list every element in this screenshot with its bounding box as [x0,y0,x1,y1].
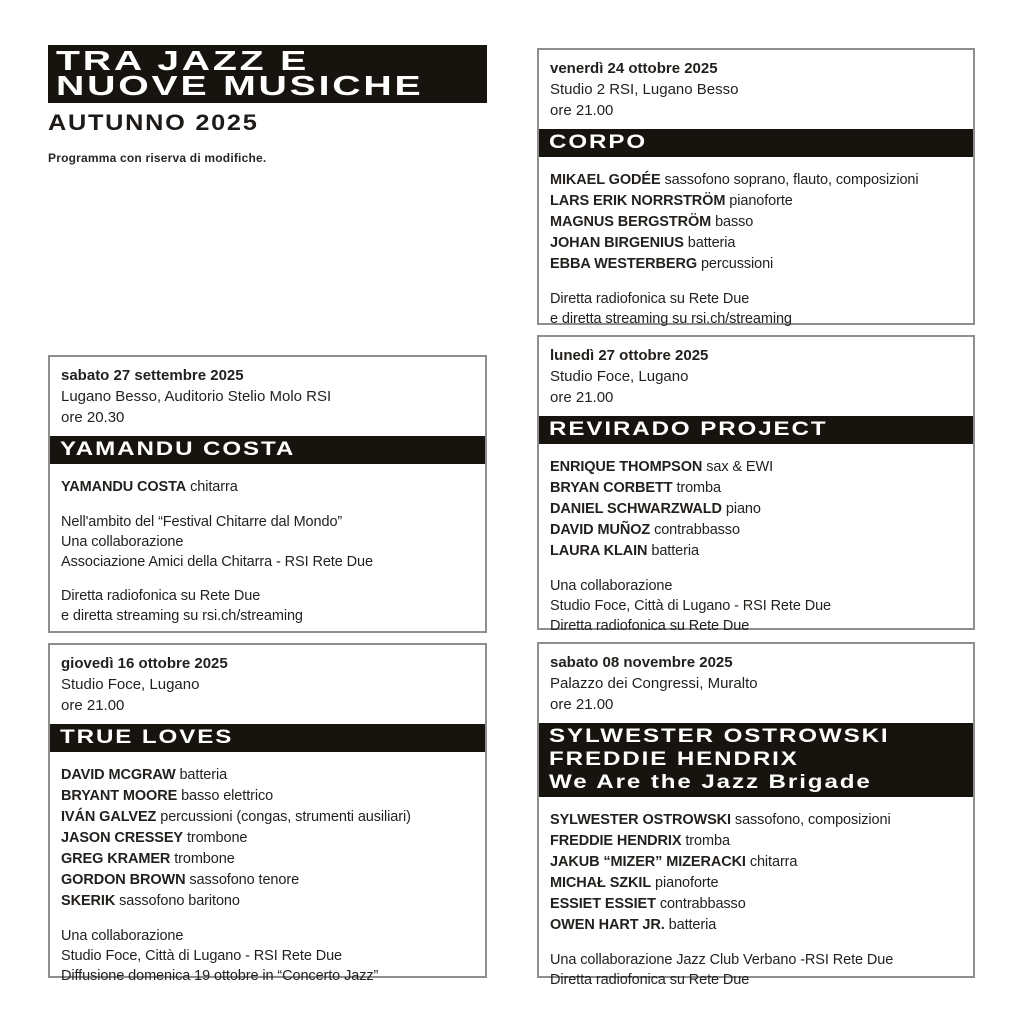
event-notes [61,512,474,626]
personnel-line [550,520,962,541]
note-line: Una collaborazione [550,578,673,594]
musician-name: JAKUB “MIZER” MIZERACKI [550,854,746,870]
note-line: Diretta radiofonica su Rete Due [550,972,750,988]
personnel-line [61,849,474,870]
event-header [50,357,485,428]
band-title-line-2: FREDDIE HENDRIX [549,749,799,770]
personnel-line [550,254,962,275]
musician-name: DAVID MCGRAW [61,767,176,783]
personnel-line [550,852,962,873]
personnel-line [61,807,474,828]
musician-name: BRYAN CORBETT [550,480,673,496]
band-title-banner [539,416,973,444]
musician-role: batteria [651,543,699,559]
event-time: ore 21.00 [550,102,614,119]
personnel-line [550,170,962,191]
event-venue: Lugano Besso, Auditorio Stelio Molo RSI [61,388,332,405]
personnel-line [550,233,962,254]
musician-role: pianoforte [655,875,719,891]
musician-name: BRYANT MOORE [61,788,178,804]
band-title-line-1: SYLWESTER OSTROWSKI [549,726,890,747]
musician-role: contrabbasso [659,896,746,912]
personnel-line [550,478,962,499]
note-line: Una collaborazione [61,928,184,944]
event-header [539,50,973,121]
personnel-line [550,457,962,478]
event-body [539,797,973,990]
musician-role: chitarra [190,479,238,495]
musician-name: LARS ERIK NORRSTRÖM [550,193,726,209]
personnel-line [550,191,962,212]
musician-name: JASON CRESSEY [61,830,183,846]
disclaimer-text: Programma con riserva di modifiche. [48,151,267,165]
musician-name: SKERIK [61,893,116,909]
musician-name: GREG KRAMER [61,851,171,867]
personnel-list [61,765,474,912]
personnel-line [550,915,962,936]
musician-name: FREDDIE HENDRIX [550,833,682,849]
note-line: Diretta radiofonica su Rete Due [550,618,750,634]
event-date: venerdì 24 ottobre 2025 [550,60,718,77]
personnel-line [61,786,474,807]
musician-name: SYLWESTER OSTROWSKI [550,812,731,828]
personnel-line [61,765,474,786]
poster-title-line-2: NUOVE MUSICHE [56,70,424,101]
musician-name: JOHAN BIRGENIUS [550,235,684,251]
event-notes [61,926,474,986]
musician-role: trombone [186,830,248,846]
personnel-list [550,457,962,562]
event-body [50,752,485,986]
band-title: YAMANDU COSTA [60,439,296,460]
musician-role: trombone [174,851,235,867]
poster-title-line-1: TRA JAZZ E [56,45,310,76]
musician-role: basso elettrico [181,788,274,804]
event-notes [550,289,962,329]
musician-name: EBBA WESTERBERG [550,256,697,272]
event-venue: Studio Foce, Lugano [61,676,200,693]
note-line: Studio Foce, Città di Lugano - RSI Rete Due [61,948,343,964]
musician-role: basso [715,214,754,230]
event-card-yamandu-costa [48,355,487,633]
event-header [50,645,485,716]
personnel-line [61,477,474,498]
musician-name: ESSIET ESSIET [550,896,656,912]
personnel-line [550,810,962,831]
musician-name: LAURA KLAIN [550,543,648,559]
note-line: Studio Foce, Città di Lugano - RSI Rete Due [550,598,832,614]
note-line: Associazione Amici della Chitarra - RSI Rete Due [61,554,373,570]
musician-name: YAMANDU COSTA [61,479,187,495]
musician-role: chitarra [749,854,798,870]
musician-role: sassofono baritono [119,893,240,909]
event-time: ore 20.30 [61,409,125,426]
musician-name: MAGNUS BERGSTRÖM [550,214,712,230]
personnel-line [61,828,474,849]
personnel-line [550,873,962,894]
personnel-line [550,541,962,562]
event-card-jazz-brigade [537,642,975,988]
season-subtitle: AUTUNNO 2025 [48,110,259,135]
event-card-revirado-project [537,335,975,634]
event-body [539,444,973,636]
musician-role: batteria [687,235,736,251]
musician-name: IVÁN GALVEZ [61,809,157,825]
event-venue: Studio 2 RSI, Lugano Besso [550,81,739,98]
personnel-line [61,891,474,912]
event-time: ore 21.00 [550,389,614,406]
musician-role: tromba [676,480,721,496]
musician-role: tromba [685,833,730,849]
event-body [539,157,973,329]
musician-role: percussioni (congas, strumenti ausiliari) [160,809,411,825]
musician-name: ENRIQUE THOMPSON [550,459,703,475]
event-venue: Palazzo dei Congressi, Muralto [550,675,758,692]
event-notes [550,950,962,990]
personnel-line [550,499,962,520]
note-line: Diretta radiofonica su Rete Due [61,588,261,604]
personnel-line [550,894,962,915]
event-date: lunedì 27 ottobre 2025 [550,347,709,364]
musician-name: MIKAEL GODÉE [550,172,661,188]
masthead [48,45,487,165]
band-title-banner [50,436,485,464]
personnel-line [61,870,474,891]
event-time: ore 21.00 [550,696,614,713]
note-line: Diretta radiofonica su Rete Due [550,291,750,307]
musician-name: OWEN HART JR. [550,917,665,933]
personnel-line [550,212,962,233]
band-title-banner [539,129,973,157]
musician-role: sassofono soprano, flauto, composizioni [664,172,919,188]
note-line: e diretta streaming su rsi.ch/streaming [550,311,792,327]
musician-role: sax & EWI [706,459,773,475]
event-body [50,464,485,626]
musician-role: piano [725,501,761,517]
event-time: ore 21.00 [61,697,125,714]
note-line: Diffusione domenica 19 ottobre in “Concerto Jazz” [61,968,379,984]
musician-name: DANIEL SCHWARZWALD [550,501,722,517]
note-line: Una collaborazione Jazz Club Verbano -RSI Rete Due [550,952,894,968]
musician-role: sassofono tenore [189,872,300,888]
band-title: CORPO [549,132,648,153]
note-line: Una collaborazione [61,534,184,550]
band-title-line-3: We Are the Jazz Brigade [549,772,872,793]
musician-role: pianoforte [729,193,793,209]
event-date: sabato 27 settembre 2025 [61,367,244,384]
personnel-line [550,831,962,852]
event-header [539,644,973,715]
musician-role: sassofono, composizioni [734,812,891,828]
event-notes [550,576,962,636]
event-date: sabato 08 novembre 2025 [550,654,733,671]
event-date: giovedì 16 ottobre 2025 [61,655,228,672]
band-title-banner [539,723,973,797]
note-line: Nell'ambito del “Festival Chitarre dal Mondo” [61,514,343,530]
note-line: e diretta streaming su rsi.ch/streaming [61,608,303,624]
personnel-list [550,810,962,936]
event-header [539,337,973,408]
event-card-corpo [537,48,975,325]
band-title: REVIRADO PROJECT [549,419,828,440]
musician-role: batteria [179,767,228,783]
musician-role: percussioni [700,256,774,272]
musician-name: MICHAŁ SZKIL [550,875,652,891]
event-venue: Studio Foce, Lugano [550,368,689,385]
title-banner [48,45,487,103]
musician-role: batteria [668,917,717,933]
personnel-list [550,170,962,275]
band-title: TRUE LOVES [60,727,234,748]
event-card-true-loves [48,643,487,984]
musician-role: contrabbasso [654,522,740,538]
musician-name: GORDON BROWN [61,872,186,888]
personnel-list [61,477,474,498]
band-title-banner [50,724,485,752]
musician-name: DAVID MUÑOZ [550,522,651,538]
